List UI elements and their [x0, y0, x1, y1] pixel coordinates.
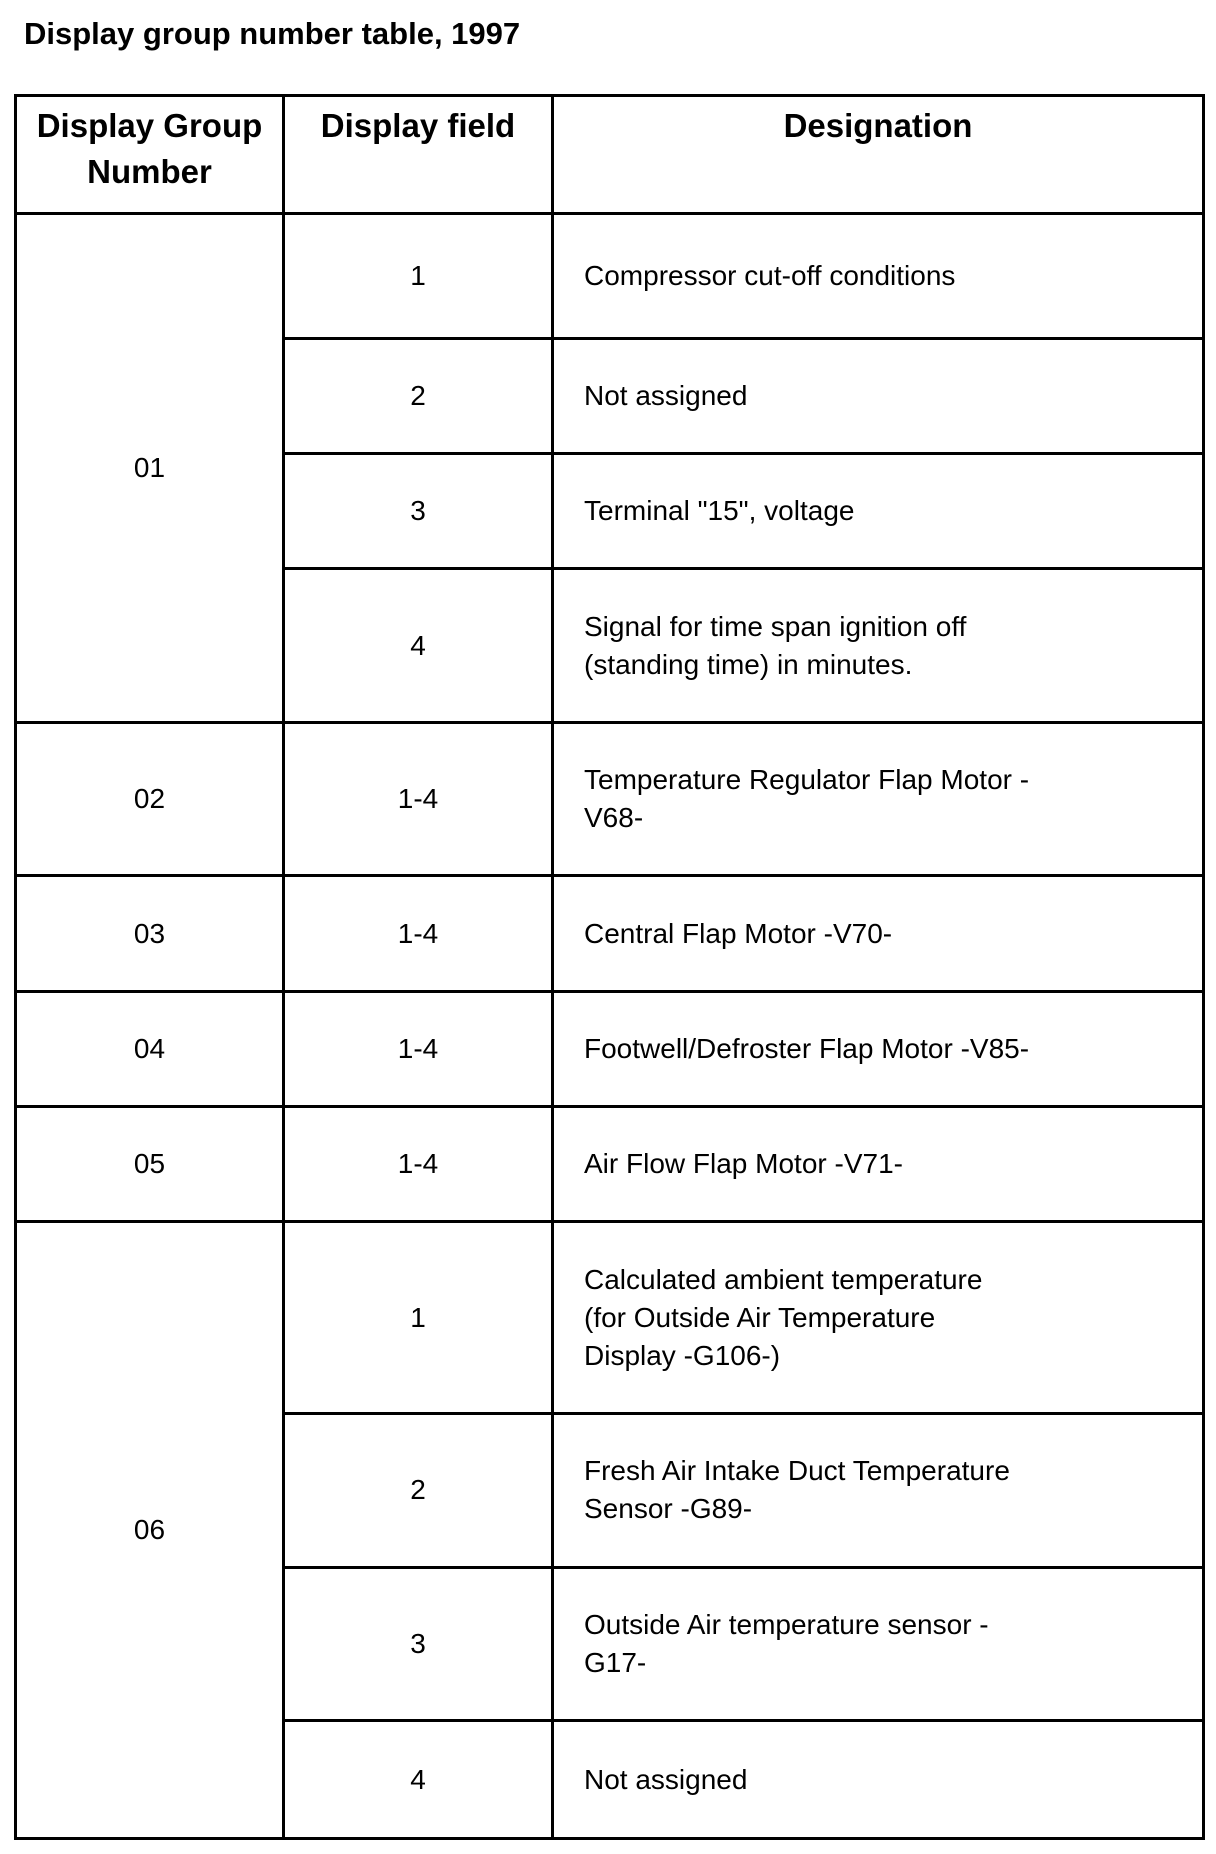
designation-line: G17- — [584, 1646, 647, 1678]
designation-cell — [553, 1414, 1204, 1568]
display-field-cell: 4 — [284, 569, 553, 723]
table-body — [16, 214, 1204, 1839]
display-field-cell: 3 — [284, 1567, 553, 1721]
designation-cell — [553, 1222, 1204, 1414]
designation-line: Fresh Air Intake Duct Temperature — [584, 1455, 1010, 1487]
header-display-group-number — [16, 96, 284, 214]
header-row — [16, 96, 1204, 214]
group-number-cell: 06 — [16, 1222, 284, 1839]
designation-line: (for Outside Air Temperature — [584, 1301, 936, 1333]
designation-line: Signal for time span ignition off — [584, 610, 967, 642]
table-row — [16, 1222, 1204, 1414]
designation-cell — [553, 454, 1204, 569]
designation-cell — [553, 991, 1204, 1106]
table-row — [16, 991, 1204, 1106]
table-row — [16, 1106, 1204, 1221]
header-designation: Designation — [553, 96, 1204, 214]
display-field-cell: 1-4 — [284, 876, 553, 991]
designation-cell — [553, 1721, 1204, 1839]
group-number-cell: 01 — [16, 214, 284, 723]
designation-line: Compressor cut-off conditions — [584, 259, 956, 291]
designation-cell — [553, 569, 1204, 723]
display-field-cell: 3 — [284, 454, 553, 569]
page-title: Display group number table, 1997 — [24, 16, 521, 51]
display-field-cell: 1-4 — [284, 722, 553, 876]
designation-line: Air Flow Flap Motor -V71- — [584, 1147, 903, 1179]
display-field-cell: 1 — [284, 214, 553, 339]
display-field-cell: 4 — [284, 1721, 553, 1839]
header-display-field: Display field — [284, 96, 553, 214]
display-field-cell: 1-4 — [284, 991, 553, 1106]
table-row — [16, 722, 1204, 876]
designation-line: Calculated ambient temperature — [584, 1263, 983, 1295]
designation-cell — [553, 1567, 1204, 1721]
designation-line: Not assigned — [584, 379, 748, 411]
designation-line: Display -G106-) — [584, 1339, 781, 1371]
group-number-cell: 02 — [16, 722, 284, 876]
designation-line: Outside Air temperature sensor - — [584, 1608, 989, 1640]
designation-cell — [553, 876, 1204, 991]
display-field-cell: 1-4 — [284, 1106, 553, 1221]
display-field-cell: 2 — [284, 1414, 553, 1568]
group-number-cell: 04 — [16, 991, 284, 1106]
designation-line: Footwell/Defroster Flap Motor -V85- — [584, 1032, 1030, 1064]
designation-line: Central Flap Motor -V70- — [584, 917, 893, 949]
group-number-cell: 05 — [16, 1106, 284, 1221]
designation-line: Terminal "15", voltage — [584, 495, 855, 527]
designation-cell — [553, 1106, 1204, 1221]
designation-cell — [553, 338, 1204, 453]
table-row — [16, 876, 1204, 991]
designation-cell — [553, 722, 1204, 876]
display-field-cell: 1 — [284, 1222, 553, 1414]
designation-line: (standing time) in minutes. — [584, 648, 913, 680]
table-row — [16, 214, 1204, 339]
group-number-cell: 03 — [16, 876, 284, 991]
header-group-line2: Number — [87, 153, 212, 190]
designation-line: Sensor -G89- — [584, 1493, 753, 1525]
designation-line: Not assigned — [584, 1763, 748, 1795]
designation-line: Temperature Regulator Flap Motor - — [584, 764, 1030, 796]
header-group-line1: Display Group — [36, 107, 263, 144]
designation-cell — [553, 214, 1204, 339]
designation-line: V68- — [584, 802, 644, 834]
display-field-cell: 2 — [284, 338, 553, 453]
display-group-table — [14, 94, 1205, 1840]
